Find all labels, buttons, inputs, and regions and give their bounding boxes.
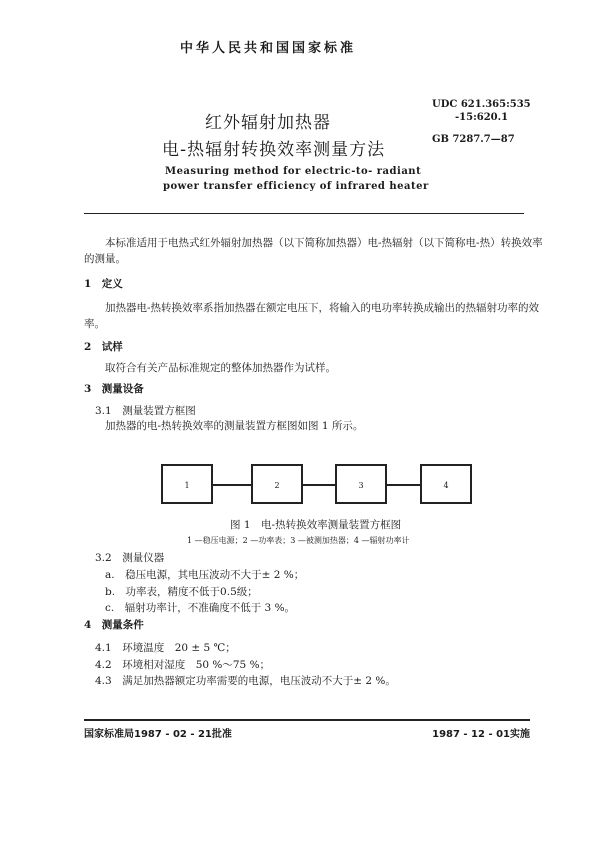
condition-item-4-2: 4.2 环境相对湿度 50 %～75 %； bbox=[95, 659, 271, 671]
title-line-1: 红外辐射加热器 bbox=[205, 113, 331, 133]
diagram-box-4: 4 bbox=[420, 464, 472, 504]
section-1-line-2: 率。 bbox=[84, 318, 105, 330]
diagram-box-2: 2 bbox=[251, 464, 303, 504]
title-line-2: 电-热辐射转换效率测量方法 bbox=[162, 140, 386, 160]
figure-legend: 1 —稳压电源；2 —功率表；3 —被测加热器；4 —辐射功率计 bbox=[187, 536, 410, 545]
section-1-line-1: 加热器电-热转换效率系指加热器在额定电压下，将输入的电功率转换成输出的热辐射功率的效 bbox=[105, 302, 540, 314]
section-3-1-title: 3.1 测量装置方框图 bbox=[95, 405, 196, 417]
section-3-1-text: 加热器的电-热转换效率的测量装置方框图如图 1 所示。 bbox=[105, 420, 364, 432]
intro-line-2: 的测量。 bbox=[84, 253, 126, 265]
udc-line-1: UDC 621.365:535 bbox=[432, 99, 531, 110]
section-2-title: 2 试样 bbox=[84, 341, 123, 353]
condition-item-4-1: 4.1 环境温度 20 ± 5 ℃； bbox=[95, 642, 236, 654]
diagram-connector bbox=[303, 484, 335, 486]
english-title-line-1: Measuring method for electric-to- radiant bbox=[165, 166, 422, 177]
instrument-item-a: a. 稳压电源，其电压波动不大于± 2 %； bbox=[105, 569, 305, 581]
instrument-item-b: b. 功率表，精度不低于0.5级； bbox=[105, 586, 258, 598]
section-4-title: 4 测量条件 bbox=[84, 619, 144, 631]
english-title-line-2: power transfer efficiency of infrared heater bbox=[163, 181, 429, 192]
diagram-connector bbox=[387, 484, 420, 486]
intro-line-1: 本标准适用于电热式红外辐射加热器（以下简称加热器）电-热辐射（以下简称电-热）转换效率 bbox=[105, 237, 543, 249]
section-3-title: 3 测量设备 bbox=[84, 383, 144, 395]
section-3-2-title: 3.2 测量仪器 bbox=[95, 552, 165, 564]
instrument-item-c: c. 辐射功率计，不准确度不低于 3 %。 bbox=[105, 602, 296, 614]
udc-line-2: -15:620.1 bbox=[455, 112, 509, 123]
effective-date: 1987 - 12 - 01实施 bbox=[432, 729, 530, 740]
approval-date: 国家标准局1987 - 02 - 21批准 bbox=[84, 729, 232, 740]
footer-divider bbox=[84, 719, 530, 721]
gb-number: GB 7287.7—87 bbox=[432, 134, 515, 145]
condition-item-4-3: 4.3 满足加热器额定功率需要的电源，电压波动不大于± 2 %。 bbox=[95, 675, 396, 687]
diagram-box-3: 3 bbox=[335, 464, 387, 504]
section-2-text: 取符合有关产品标准规定的整体加热器作为试样。 bbox=[105, 362, 336, 374]
section-1-title: 1 定义 bbox=[84, 278, 123, 290]
diagram-box-1: 1 bbox=[161, 464, 213, 504]
diagram-connector bbox=[213, 484, 251, 486]
country-standard-heading: 中华人民共和国国家标准 bbox=[180, 41, 357, 56]
figure-caption: 图 1 电-热转换效率测量装置方框图 bbox=[230, 519, 402, 531]
header-divider bbox=[84, 213, 524, 214]
